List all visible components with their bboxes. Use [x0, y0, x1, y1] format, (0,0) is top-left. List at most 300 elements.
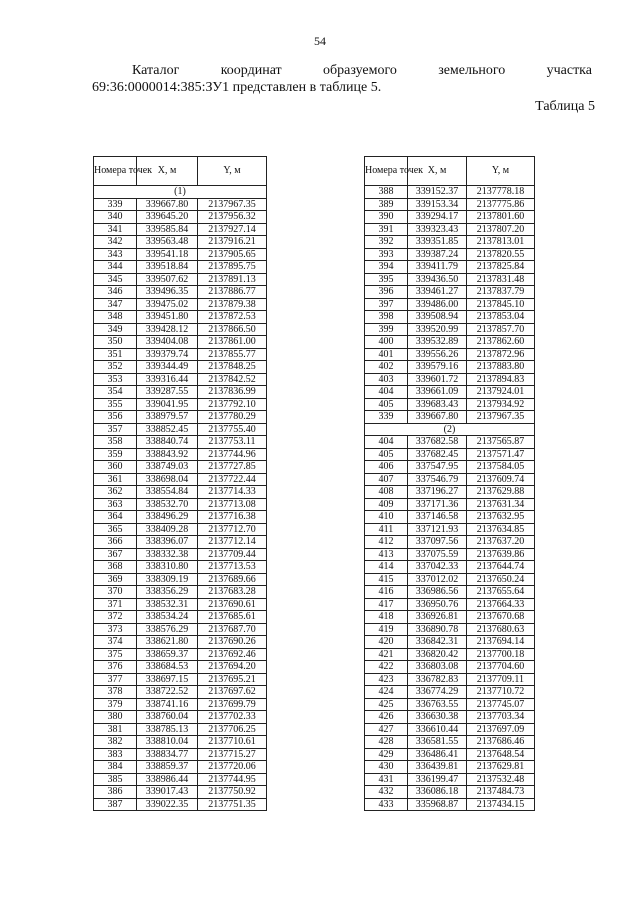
x-coordinate-cell: 337121.93 [408, 523, 467, 536]
y-coordinate-cell: 2137872.96 [467, 348, 535, 361]
table-row [365, 398, 535, 411]
y-coordinate-cell: 2137690.26 [198, 636, 267, 649]
y-coordinate-cell: 2137713.08 [198, 498, 267, 511]
point-number-cell: 385 [94, 773, 137, 786]
table-row [365, 586, 535, 599]
table-row [365, 536, 535, 549]
table-row [94, 661, 267, 674]
y-coordinate-cell: 2137714.33 [198, 486, 267, 499]
y-coordinate-cell: 2137655.64 [467, 586, 535, 599]
y-coordinate-cell: 2137709.44 [198, 548, 267, 561]
table-row [365, 336, 535, 349]
y-coordinate-cell: 2137686.46 [467, 736, 535, 749]
y-coordinate-cell: 2137755.40 [198, 423, 267, 436]
point-number-cell: 352 [94, 361, 137, 374]
point-number-cell: 365 [94, 523, 137, 536]
table-row [94, 373, 267, 386]
table-row [94, 761, 267, 774]
table-row [94, 536, 267, 549]
y-coordinate-cell: 2137664.33 [467, 598, 535, 611]
x-coordinate-cell: 339496.35 [137, 286, 198, 299]
x-coordinate-cell: 339428.12 [137, 323, 198, 336]
y-coordinate-cell: 2137934.92 [467, 398, 535, 411]
table-row [94, 711, 267, 724]
y-coordinate-cell: 2137690.61 [198, 598, 267, 611]
point-number-cell: 346 [94, 286, 137, 299]
y-coordinate-cell: 2137532.48 [467, 773, 535, 786]
point-number-cell: 411 [365, 523, 408, 536]
x-coordinate-cell: 338760.04 [137, 711, 198, 724]
point-number-cell: 404 [365, 436, 408, 449]
x-coordinate-cell: 338785.13 [137, 723, 198, 736]
intro-word: земельного [438, 63, 506, 78]
point-number-cell: 395 [365, 273, 408, 286]
x-coordinate-cell: 337171.36 [408, 498, 467, 511]
point-number-cell: 416 [365, 586, 408, 599]
table-row [365, 661, 535, 674]
x-coordinate-cell: 339532.89 [408, 336, 467, 349]
table-row [365, 698, 535, 711]
point-number-cell: 402 [365, 361, 408, 374]
y-coordinate-cell: 2137629.81 [467, 761, 535, 774]
y-coordinate-cell: 2137905.65 [198, 248, 267, 261]
x-coordinate-cell: 339661.09 [408, 386, 467, 399]
table-row [94, 673, 267, 686]
x-coordinate-cell: 339645.20 [137, 211, 198, 224]
table-row [94, 223, 267, 236]
x-coordinate-cell: 336842.31 [408, 636, 467, 649]
table-row [94, 548, 267, 561]
x-coordinate-cell: 336803.08 [408, 661, 467, 674]
table-row [94, 198, 267, 211]
y-coordinate-cell: 2137637.20 [467, 536, 535, 549]
table-row [365, 573, 535, 586]
y-coordinate-cell: 2137927.14 [198, 223, 267, 236]
point-number-cell: 426 [365, 711, 408, 724]
y-coordinate-cell: 2137650.24 [467, 573, 535, 586]
intro-word: образуемого [323, 63, 397, 78]
x-coordinate-cell: 338309.19 [137, 573, 198, 586]
point-number-cell: 408 [365, 486, 408, 499]
point-number-cell: 371 [94, 598, 137, 611]
y-coordinate-cell: 2137644.74 [467, 561, 535, 574]
x-coordinate-cell: 339316.44 [137, 373, 198, 386]
coordinates-table-left [93, 156, 267, 811]
intro-word: координат [220, 63, 282, 78]
point-number-cell: 375 [94, 648, 137, 661]
point-number-cell: 345 [94, 273, 137, 286]
table-row [365, 723, 535, 736]
x-coordinate-cell: 336774.29 [408, 686, 467, 699]
x-coordinate-cell: 337075.59 [408, 548, 467, 561]
point-number-cell: 409 [365, 498, 408, 511]
point-number-cell: 401 [365, 348, 408, 361]
x-coordinate-cell: 338332.38 [137, 548, 198, 561]
y-coordinate-cell: 2137648.54 [467, 748, 535, 761]
point-number-cell: 342 [94, 236, 137, 249]
point-number-cell: 393 [365, 248, 408, 261]
x-coordinate-cell: 337682.45 [408, 448, 467, 461]
table-row [94, 723, 267, 736]
y-coordinate-cell: 2137745.07 [467, 698, 535, 711]
intro-line-1 [92, 62, 592, 79]
point-number-cell: 430 [365, 761, 408, 774]
x-coordinate-cell: 338310.80 [137, 561, 198, 574]
y-coordinate-cell: 2137712.70 [198, 523, 267, 536]
y-coordinate-cell: 2137967.35 [467, 411, 535, 424]
y-coordinate-cell: 2137895.75 [198, 261, 267, 274]
table-row [365, 623, 535, 636]
x-coordinate-cell: 337196.27 [408, 486, 467, 499]
table-row [365, 248, 535, 261]
x-coordinate-cell: 337012.02 [408, 573, 467, 586]
x-coordinate-cell: 338722.52 [137, 686, 198, 699]
y-coordinate-cell: 2137775.86 [467, 198, 535, 211]
point-number-cell: 360 [94, 461, 137, 474]
point-number-cell: 357 [94, 423, 137, 436]
point-number-cell: 418 [365, 611, 408, 624]
table-header-row [94, 157, 267, 186]
x-coordinate-cell: 336820.42 [408, 648, 467, 661]
table-row [365, 223, 535, 236]
table-row [94, 511, 267, 524]
x-coordinate-cell: 339387.24 [408, 248, 467, 261]
point-number-cell: 404 [365, 386, 408, 399]
y-coordinate-cell: 2137692.46 [198, 648, 267, 661]
y-coordinate-cell: 2137670.68 [467, 611, 535, 624]
table-row [94, 473, 267, 486]
y-coordinate-cell: 2137699.79 [198, 698, 267, 711]
x-coordinate-cell: 339508.94 [408, 311, 467, 324]
point-number-cell: 362 [94, 486, 137, 499]
page-number: 54 [314, 34, 326, 48]
y-coordinate-cell: 2137700.18 [467, 648, 535, 661]
y-coordinate-cell: 2137703.34 [467, 711, 535, 724]
x-coordinate-cell: 338843.92 [137, 448, 198, 461]
y-coordinate-cell: 2137712.14 [198, 536, 267, 549]
table-row [94, 436, 267, 449]
point-number-cell: 359 [94, 448, 137, 461]
point-number-cell: 381 [94, 723, 137, 736]
point-number-cell: 376 [94, 661, 137, 674]
x-coordinate-cell: 336199.47 [408, 773, 467, 786]
table-row [365, 473, 535, 486]
point-number-cell: 361 [94, 473, 137, 486]
y-coordinate-cell: 2137842.52 [198, 373, 267, 386]
table-row [365, 211, 535, 224]
x-coordinate-cell: 339152.37 [408, 186, 467, 199]
table-row [94, 736, 267, 749]
table-row [365, 561, 535, 574]
x-coordinate-cell: 338659.37 [137, 648, 198, 661]
x-coordinate-cell: 338840.74 [137, 436, 198, 449]
point-number-cell: 340 [94, 211, 137, 224]
y-coordinate-cell: 2137694.20 [198, 661, 267, 674]
table-row [94, 273, 267, 286]
table-row [365, 736, 535, 749]
x-coordinate-cell: 339579.16 [408, 361, 467, 374]
x-coordinate-cell: 338698.04 [137, 473, 198, 486]
y-coordinate-cell: 2137710.61 [198, 736, 267, 749]
table-row [365, 773, 535, 786]
x-coordinate-cell: 338979.57 [137, 411, 198, 424]
y-coordinate-cell: 2137720.06 [198, 761, 267, 774]
y-coordinate-cell: 2137631.34 [467, 498, 535, 511]
table-row [94, 336, 267, 349]
x-coordinate-cell: 336086.18 [408, 786, 467, 799]
coordinates-table-right [364, 156, 535, 811]
table-row [365, 186, 535, 199]
x-coordinate-cell: 339411.79 [408, 261, 467, 274]
header-y: Y, м [198, 157, 267, 186]
y-coordinate-cell: 2137792.10 [198, 398, 267, 411]
point-number-cell: 347 [94, 298, 137, 311]
point-number-cell: 354 [94, 386, 137, 399]
x-coordinate-cell: 339563.48 [137, 236, 198, 249]
contour-group-label: (1) [94, 186, 267, 199]
y-coordinate-cell: 2137722.44 [198, 473, 267, 486]
point-number-cell: 339 [365, 411, 408, 424]
point-number-cell: 405 [365, 448, 408, 461]
point-number-cell: 351 [94, 348, 137, 361]
x-coordinate-cell: 338852.45 [137, 423, 198, 436]
point-number-cell: 417 [365, 598, 408, 611]
point-number-cell: 343 [94, 248, 137, 261]
table-row [94, 311, 267, 324]
point-number-cell: 391 [365, 223, 408, 236]
point-number-cell: 397 [365, 298, 408, 311]
point-number-cell: 356 [94, 411, 137, 424]
x-coordinate-cell: 339667.80 [137, 198, 198, 211]
x-coordinate-cell: 338409.28 [137, 523, 198, 536]
x-coordinate-cell: 338834.77 [137, 748, 198, 761]
table-row [365, 673, 535, 686]
table-row [94, 398, 267, 411]
x-coordinate-cell: 339022.35 [137, 798, 198, 811]
point-number-cell: 429 [365, 748, 408, 761]
x-coordinate-cell: 339683.43 [408, 398, 467, 411]
point-number-cell: 390 [365, 211, 408, 224]
x-coordinate-cell: 338684.53 [137, 661, 198, 674]
x-coordinate-cell: 336581.55 [408, 736, 467, 749]
y-coordinate-cell: 2137813.01 [467, 236, 535, 249]
y-coordinate-cell: 2137855.77 [198, 348, 267, 361]
x-coordinate-cell: 338534.24 [137, 611, 198, 624]
point-number-cell: 372 [94, 611, 137, 624]
x-coordinate-cell: 336890.78 [408, 623, 467, 636]
point-number-cell: 415 [365, 573, 408, 586]
intro-word: Каталог [132, 63, 180, 78]
y-coordinate-cell: 2137609.74 [467, 473, 535, 486]
point-number-cell: 387 [94, 798, 137, 811]
x-coordinate-cell: 337042.33 [408, 561, 467, 574]
y-coordinate-cell: 2137825.84 [467, 261, 535, 274]
y-coordinate-cell: 2137727.85 [198, 461, 267, 474]
table-row [365, 498, 535, 511]
y-coordinate-cell: 2137872.53 [198, 311, 267, 324]
x-coordinate-cell: 339287.55 [137, 386, 198, 399]
table-row [94, 586, 267, 599]
table-row [94, 236, 267, 249]
x-coordinate-cell: 339351.85 [408, 236, 467, 249]
x-coordinate-cell: 336926.81 [408, 611, 467, 624]
table-row [94, 211, 267, 224]
table-row [94, 598, 267, 611]
table-row [365, 486, 535, 499]
point-number-cell: 383 [94, 748, 137, 761]
y-coordinate-cell: 2137879.38 [198, 298, 267, 311]
table-row [94, 561, 267, 574]
point-number-cell: 374 [94, 636, 137, 649]
point-number-cell: 363 [94, 498, 137, 511]
point-number-cell: 349 [94, 323, 137, 336]
table-row [94, 386, 267, 399]
point-number-cell: 431 [365, 773, 408, 786]
y-coordinate-cell: 2137744.96 [198, 448, 267, 461]
header-point-number: Номера точек [94, 157, 137, 186]
point-number-cell: 413 [365, 548, 408, 561]
table-row [94, 611, 267, 624]
point-number-cell: 398 [365, 311, 408, 324]
table-row [365, 461, 535, 474]
table-row [94, 423, 267, 436]
y-coordinate-cell: 2137857.70 [467, 323, 535, 336]
table-row [94, 573, 267, 586]
table-row [94, 798, 267, 811]
point-number-cell: 366 [94, 536, 137, 549]
y-coordinate-cell: 2137848.25 [198, 361, 267, 374]
y-coordinate-cell: 2137886.77 [198, 286, 267, 299]
y-coordinate-cell: 2137716.38 [198, 511, 267, 524]
y-coordinate-cell: 2137706.25 [198, 723, 267, 736]
point-number-cell: 368 [94, 561, 137, 574]
x-coordinate-cell: 339041.95 [137, 398, 198, 411]
table-row [94, 623, 267, 636]
point-number-cell: 403 [365, 373, 408, 386]
table-row [94, 686, 267, 699]
table-row [365, 548, 535, 561]
table-row [94, 773, 267, 786]
header-x: X, м [408, 157, 467, 186]
table-row [365, 636, 535, 649]
table-row [365, 373, 535, 386]
point-number-cell: 344 [94, 261, 137, 274]
y-coordinate-cell: 2137744.95 [198, 773, 267, 786]
x-coordinate-cell: 338496.29 [137, 511, 198, 524]
y-coordinate-cell: 2137695.21 [198, 673, 267, 686]
y-coordinate-cell: 2137837.79 [467, 286, 535, 299]
table-row [94, 411, 267, 424]
x-coordinate-cell: 336986.56 [408, 586, 467, 599]
table-row [365, 436, 535, 449]
point-number-cell: 348 [94, 311, 137, 324]
x-coordinate-cell: 339556.26 [408, 348, 467, 361]
point-number-cell: 353 [94, 373, 137, 386]
x-coordinate-cell: 337546.79 [408, 473, 467, 486]
point-number-cell: 414 [365, 561, 408, 574]
x-coordinate-cell: 337097.56 [408, 536, 467, 549]
table-row [365, 598, 535, 611]
table-row [94, 286, 267, 299]
point-number-cell: 405 [365, 398, 408, 411]
x-coordinate-cell: 338697.15 [137, 673, 198, 686]
y-coordinate-cell: 2137831.48 [467, 273, 535, 286]
point-number-cell: 432 [365, 786, 408, 799]
y-coordinate-cell: 2137632.95 [467, 511, 535, 524]
point-number-cell: 369 [94, 573, 137, 586]
table-row [365, 448, 535, 461]
x-coordinate-cell: 336763.55 [408, 698, 467, 711]
table-row [94, 298, 267, 311]
x-coordinate-cell: 339344.49 [137, 361, 198, 374]
table-row [365, 236, 535, 249]
y-coordinate-cell: 2137820.55 [467, 248, 535, 261]
table-row [94, 698, 267, 711]
x-coordinate-cell: 338356.29 [137, 586, 198, 599]
point-number-cell: 355 [94, 398, 137, 411]
table-row [94, 461, 267, 474]
y-coordinate-cell: 2137713.53 [198, 561, 267, 574]
point-number-cell: 386 [94, 786, 137, 799]
point-number-cell: 421 [365, 648, 408, 661]
table-row [365, 686, 535, 699]
table-row [94, 636, 267, 649]
point-number-cell: 384 [94, 761, 137, 774]
point-number-cell: 370 [94, 586, 137, 599]
table-row [365, 386, 535, 399]
header-point-number: Номера точек [365, 157, 408, 186]
table-row [365, 761, 535, 774]
x-coordinate-cell: 336950.76 [408, 598, 467, 611]
y-coordinate-cell: 2137866.50 [198, 323, 267, 336]
intro-line-2: 69:36:0000014:385:ЗУ1 представлен в таблице 5. [92, 80, 382, 95]
x-coordinate-cell: 339541.18 [137, 248, 198, 261]
point-number-cell: 410 [365, 511, 408, 524]
contour-group-row [94, 186, 267, 199]
y-coordinate-cell: 2137702.33 [198, 711, 267, 724]
y-coordinate-cell: 2137751.35 [198, 798, 267, 811]
x-coordinate-cell: 339601.72 [408, 373, 467, 386]
table-caption: Таблица 5 [535, 99, 595, 114]
point-number-cell: 400 [365, 336, 408, 349]
table-row [365, 648, 535, 661]
point-number-cell: 419 [365, 623, 408, 636]
x-coordinate-cell: 338859.37 [137, 761, 198, 774]
y-coordinate-cell: 2137780.29 [198, 411, 267, 424]
point-number-cell: 420 [365, 636, 408, 649]
point-number-cell: 378 [94, 686, 137, 699]
y-coordinate-cell: 2137956.32 [198, 211, 267, 224]
y-coordinate-cell: 2137853.04 [467, 311, 535, 324]
table-row [365, 786, 535, 799]
x-coordinate-cell: 339518.84 [137, 261, 198, 274]
y-coordinate-cell: 2137634.85 [467, 523, 535, 536]
point-number-cell: 382 [94, 736, 137, 749]
table-row [365, 298, 535, 311]
table-row [365, 511, 535, 524]
table-row [94, 248, 267, 261]
point-number-cell: 341 [94, 223, 137, 236]
point-number-cell: 358 [94, 436, 137, 449]
point-number-cell: 428 [365, 736, 408, 749]
point-number-cell: 350 [94, 336, 137, 349]
x-coordinate-cell: 337146.58 [408, 511, 467, 524]
y-coordinate-cell: 2137683.28 [198, 586, 267, 599]
y-coordinate-cell: 2137484.73 [467, 786, 535, 799]
y-coordinate-cell: 2137753.11 [198, 436, 267, 449]
table-row [365, 798, 535, 811]
x-coordinate-cell: 338532.31 [137, 598, 198, 611]
